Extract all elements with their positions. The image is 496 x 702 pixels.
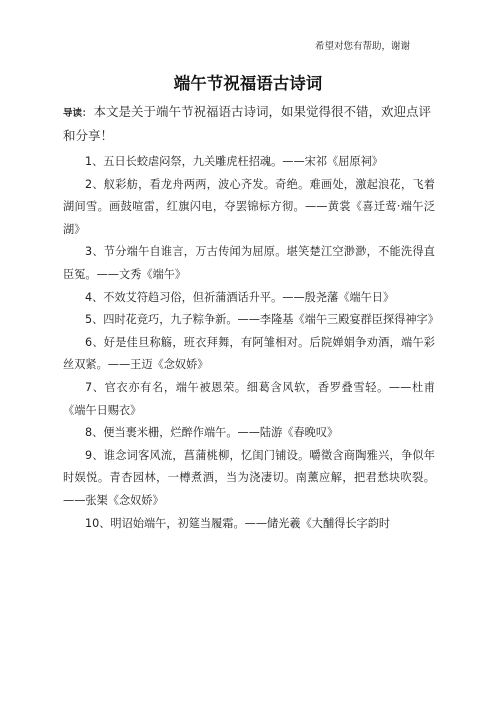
poem-item: 5、四时花竞巧，九子粽争新。——李隆基《端午三殿宴群臣探得神字》 bbox=[85, 313, 439, 327]
poem-item: 7、官衣亦有名，端午被恩荣。细葛含风软，香罗叠雪轻。——杜甫《端午日赐衣》 bbox=[63, 380, 435, 417]
intro-paragraph bbox=[63, 101, 435, 147]
poem-item: 3、节分端午自谁言，万古传闻为屈原。堪笑楚江空渺渺，不能洗得直臣冤。——文秀《端午》 bbox=[63, 245, 435, 281]
poem-item: 8、便当裹米栅，烂醉作端午。——陆游《春晚叹》 bbox=[85, 426, 339, 440]
poem-item: 4、不效艾符趋习俗，但祈蒲酒话升平。——殷尧藩《端午日》 bbox=[85, 290, 395, 304]
intro-text: 本文是关于端午节祝福语古诗词，如果觉得很不错，欢迎点评和分享！ bbox=[63, 104, 432, 143]
poem-item: 1、五日长蛟虐闷祭，九关雕虎枉招魂。——宋祁《屈原祠》 bbox=[85, 155, 383, 168]
poem-list bbox=[63, 151, 439, 535]
poem-item: 6、好是佳旦称觞，班衣拜舞，有阿雏相对。后院婵娟争劝酒，端午彩丝双紧。——王迈《念奴娇》 bbox=[63, 335, 435, 372]
poem-item: 10、明诏始端午，初筵当履霜。——储光羲《大酺得长字韵时 bbox=[85, 516, 391, 530]
document-title: 端午节祝福语古诗词 bbox=[173, 74, 323, 93]
intro-label: 导读： bbox=[63, 108, 92, 119]
poem-item: 9、谁念词客风流，菖蒲桃柳，忆闺门铺设。嚼徵含商陶雅兴，争似年时娱悦。青杏园林，一樽煮酒，当为浇凄切。南薰应解，把君愁块吹裂。——张榘《念奴娇》 bbox=[63, 448, 435, 507]
header-note: 希望对您有帮助，谢谢 bbox=[314, 41, 410, 52]
poem-item: 2、舣彩舫，看龙舟两两，波心齐发。奇绝。难画处，激起浪花，飞着湖间雪。画鼓喧雷，红旗闪电，夺罢锦标方彻。——黄裳《喜迁莺·端午泛湖》 bbox=[63, 177, 435, 236]
